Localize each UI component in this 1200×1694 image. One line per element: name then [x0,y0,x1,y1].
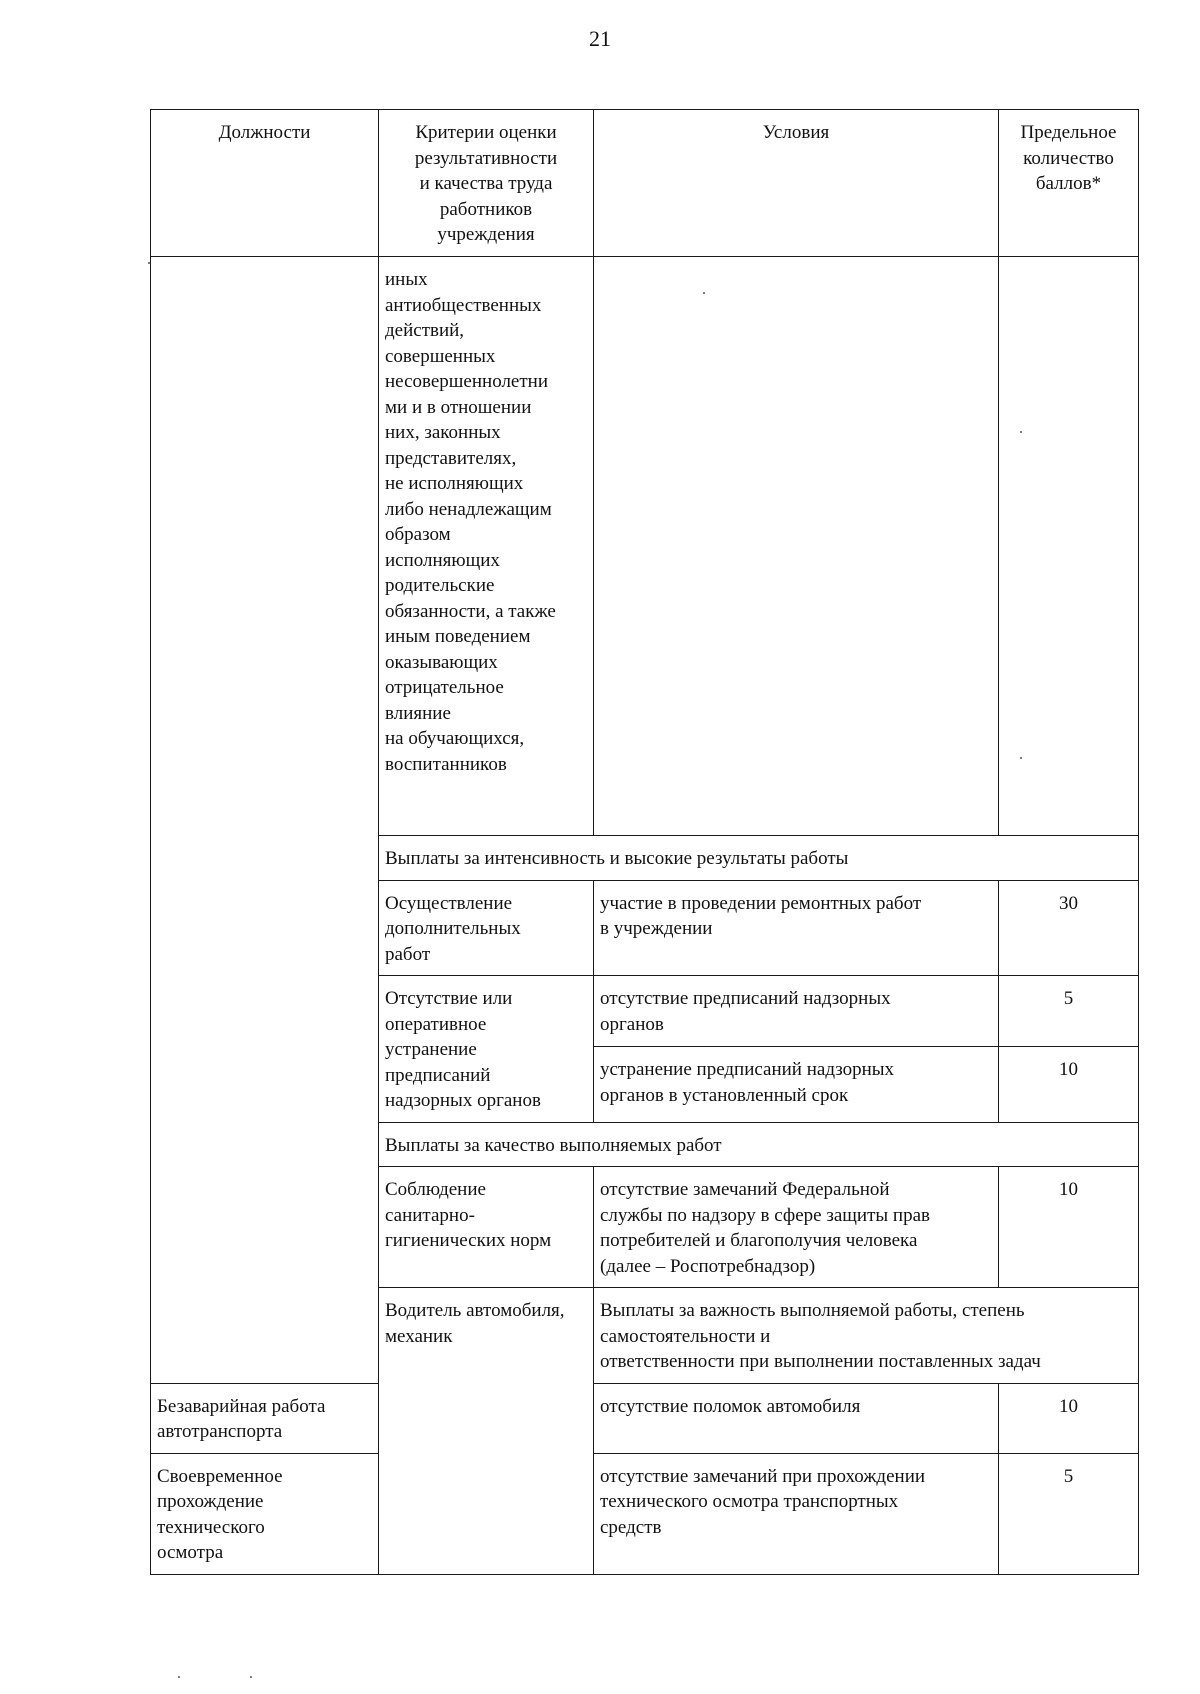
points-cell: 5 [999,976,1139,1047]
section-quality: Выплаты за качество выполняемых работ [379,1122,1139,1167]
condition-cell: отсутствие поломок автомобиля [594,1383,999,1453]
points-cell: 10 [999,1047,1139,1123]
scan-speck [148,262,150,264]
header-conditions: Условия [594,110,999,257]
continuation-criterion: иных антиобщественных действий, совершенных несовершеннолетни ми и в отношении них, законных представителях, не исполняющих либо ненадлежащим образом исполняющих родительские обязанности, а также иным поведением оказывающих отрицательное влияние на обучающихся, воспитанников [379,257,594,836]
continuation-condition-empty [594,257,999,836]
position-cell-empty [151,257,379,1384]
table-row [151,1383,1139,1453]
condition-cell: отсутствие замечаний Федеральной службы по надзору в сфере защиты прав потребителей и благополучия человека (далее – Роспотребнадзор) [594,1167,999,1288]
criterion-cell: Своевременное прохождение технического осмотра [151,1453,379,1574]
scan-speck [1020,431,1022,433]
points-cell: 10 [999,1383,1139,1453]
condition-cell: отсутствие замечаний при прохождении технического осмотра транспортных средств [594,1453,999,1574]
page-number: 21 [589,26,611,51]
position-driver: Водитель автомобиля, механик [379,1288,594,1575]
header-criteria: Критерии оценки результативности и качества труда работников учреждения [379,110,594,257]
criteria-table [150,109,1139,1575]
table-header-row [151,110,1139,257]
scan-speck [250,1676,252,1678]
section-importance: Выплаты за важность выполняемой работы, степень самостоятельности и ответственности при выполнении поставленных задач [594,1288,1139,1384]
condition-cell: устранение предписаний надзорных органов в установленный срок [594,1047,999,1123]
header-max-points: Предельное количество баллов* [999,110,1139,257]
scan-speck [1020,757,1022,759]
points-cell: 10 [999,1167,1139,1288]
scan-speck [178,1676,180,1678]
criterion-cell: Отсутствие или оперативное устранение предписаний надзорных органов [379,976,594,1123]
points-cell: 5 [999,1453,1139,1574]
criterion-cell: Осуществление дополнительных работ [379,880,594,976]
section-intensity: Выплаты за интенсивность и высокие результаты работы [379,836,1139,881]
table-row [151,1453,1139,1574]
scan-speck [703,292,705,294]
header-positions: Должности [151,110,379,257]
table-row [151,257,1139,836]
condition-cell: участие в проведении ремонтных работ в учреждении [594,880,999,976]
criterion-cell: Безаварийная работа автотранспорта [151,1383,379,1453]
condition-cell: отсутствие предписаний надзорных органов [594,976,999,1047]
continuation-points-empty [999,257,1139,836]
criterion-cell: Соблюдение санитарно- гигиенических норм [379,1167,594,1288]
points-cell: 30 [999,880,1139,976]
